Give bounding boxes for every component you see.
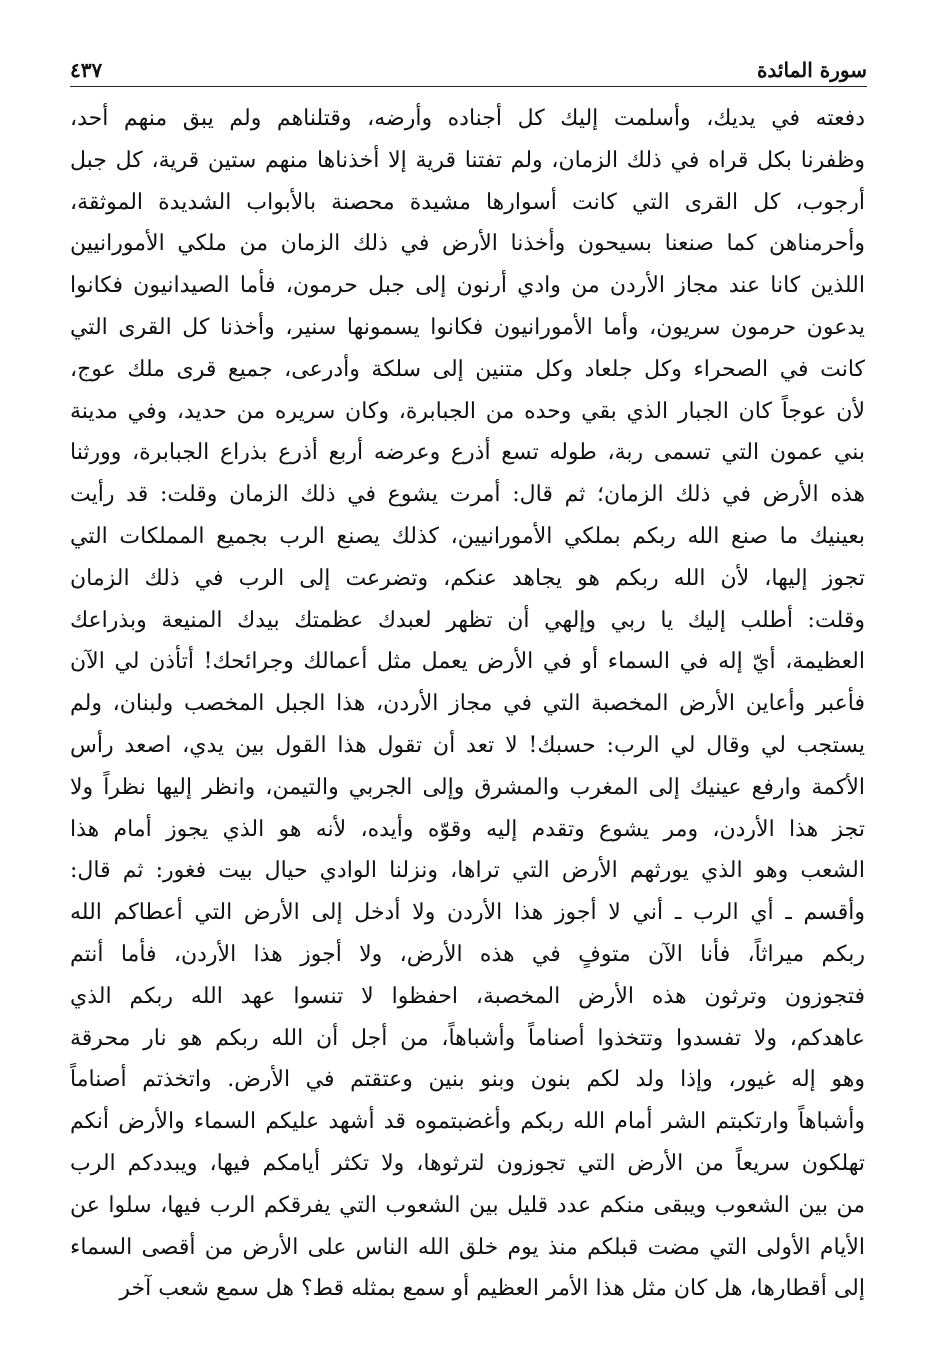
text-line: وأشباهاً وارتكبتم الشر أمام الله ربكم وأغضبتموه قد أشهد عليكم السماء والأرض أنكم: [70, 1109, 865, 1135]
text-line: كانت في الصحراء وكل جلعاد وكل متنين إلى سلكة وأدرعى، جميع قرى ملك عوج،: [70, 356, 865, 382]
text-line: العظيمة، أيّ إله في السماء أو في الأرض يعمل مثل أعمالك وجرائحك! أتأذن لي الآن: [70, 649, 865, 675]
text-line: إلى أقطارها، هل كان مثل هذا الأمر العظيم أو سمع بمثله قط؟ هل سمع شعب آخر: [119, 1276, 865, 1302]
text-line: يستجب لي وقال لي الرب: حسبك! لا تعد أن تقول هذا القول بين يدي، اصعد رأس: [70, 732, 865, 758]
text-line: وهو إله غيور، وإذا ولد لكم بنون وبنو بنين وعتقتم في الأرض. واتخذتم أصناماً: [70, 1067, 865, 1093]
text-line: فأعبر وأعاين الأرض المخصبة التي في مجاز الأردن، هذا الجبل المخصب ولبنان، ولم: [70, 691, 865, 717]
text-line: تهلكون سريعاً من الأرض التي تجوزون لترثوها، ولا تكثر أيامكم فيها، ويبددكم الرب: [70, 1150, 865, 1176]
text-line: عاهدكم، ولا تفسدوا وتتخذوا أصناماً وأشباهاً، من أجل أن الله ربكم هو نار محرقة: [70, 1025, 865, 1051]
text-line: وقلت: أطلب إليك يا ربي وإلهي أن تظهر لعبدك عظمتك بيدك المنيعة وبذراعك: [70, 607, 865, 633]
text-line: دفعته في يديك، وأسلمت إليك كل أجناده وأرضه، وقتلناهم ولم يبق منهم أحد،: [70, 106, 865, 131]
text-line: فتجوزون وترثون هذه الأرض المخصبة، احفظوا لا تنسوا عهد الله ربكم الذي: [70, 983, 865, 1009]
text-line: هذه الأرض في ذلك الزمان؛ ثم قال: أمرت يشوع في ذلك الزمان وقلت: قد رأيت: [70, 482, 865, 508]
text-line: وأحرمناهن كما صنعنا بسيحون وأخذنا الأرض في ذلك الزمان من ملكي الأمورانيين: [70, 231, 865, 257]
text-line: يدعون حرمون سريون، وأما الأمورانيون فكانوا يسمونها سنير، وأخذنا كل القرى التي: [70, 314, 865, 340]
page-number: ٤٣٧: [70, 58, 103, 82]
text-line: لأن عوجاً كان الجبار الذي بقي وحده من الجبابرة، وكان سريره من حديد، وفي مدينة: [70, 398, 865, 424]
text-line: بني عمون التي تسمى ربة، طوله تسع أذرع وعرضه أربع أذرع بذراع الجبابرة، وورثنا: [70, 440, 865, 466]
text-line: ربكم ميراثاً، فأنا الآن متوفٍ في هذه الأرض، ولا أجوز هذا الأردن، فأما أنتم: [70, 941, 865, 967]
text-line: اللذين كانا عند مجاز الأردن من وادي أرنون إلى جبل حرمون، فأما الصيدانيون فكانوا: [70, 273, 865, 299]
text-line: الأكمة وارفع عينيك إلى المغرب والمشرق وإلى الجربي والتيمن، وانظر إليها نظراً ولا: [70, 774, 865, 800]
text-line: تجوز إليها، لأن الله ربكم هو يجاهد عنكم، وتضرعت إلى الرب في ذلك الزمان: [70, 565, 865, 591]
text-line: من بين الشعوب ويبقى منكم عدد قليل بين الشعوب التي يفرقكم الرب فيها، سلوا عن: [70, 1192, 865, 1218]
text-line: بعينيك ما صنع الله ربكم بملكي الأمورانيين، كذلك يصنع الرب بجميع المملكات التي: [70, 523, 865, 549]
text-line: وأقسم ـ أي الرب ـ أني لا أجوز هذا الأردن ولا أدخل إلى الأرض التي أعطاكم الله: [70, 900, 865, 926]
text-line: تجز هذا الأردن، ومر يشوع وتقدم إليه وقوّه وأيده، لأنه هو الذي يجوز أمام هذا: [70, 816, 865, 842]
text-line: وظفرنا بكل قراه في ذلك الزمان، ولم تفتنا قرية إلا أخذناها منهم ستين قرية، كل جبل: [70, 147, 865, 173]
text-line: الأيام الأولى التي مضت قبلكم منذ يوم خلق الله الناس على الأرض من أقصى السماء: [70, 1234, 865, 1260]
body-text: [70, 98, 865, 1310]
text-line: الشعب وهو الذي يورثهم الأرض التي تراها، ونزلنا الوادي حيال بيت فغور: ثم قال:: [70, 858, 865, 884]
text-line: أرجوب، كل القرى التي كانت أسوارها مشيدة محصنة بالأبواب الشديدة الموثقة،: [70, 189, 865, 215]
surah-title: سورة المائدة: [756, 58, 867, 82]
page-header: [70, 52, 867, 87]
